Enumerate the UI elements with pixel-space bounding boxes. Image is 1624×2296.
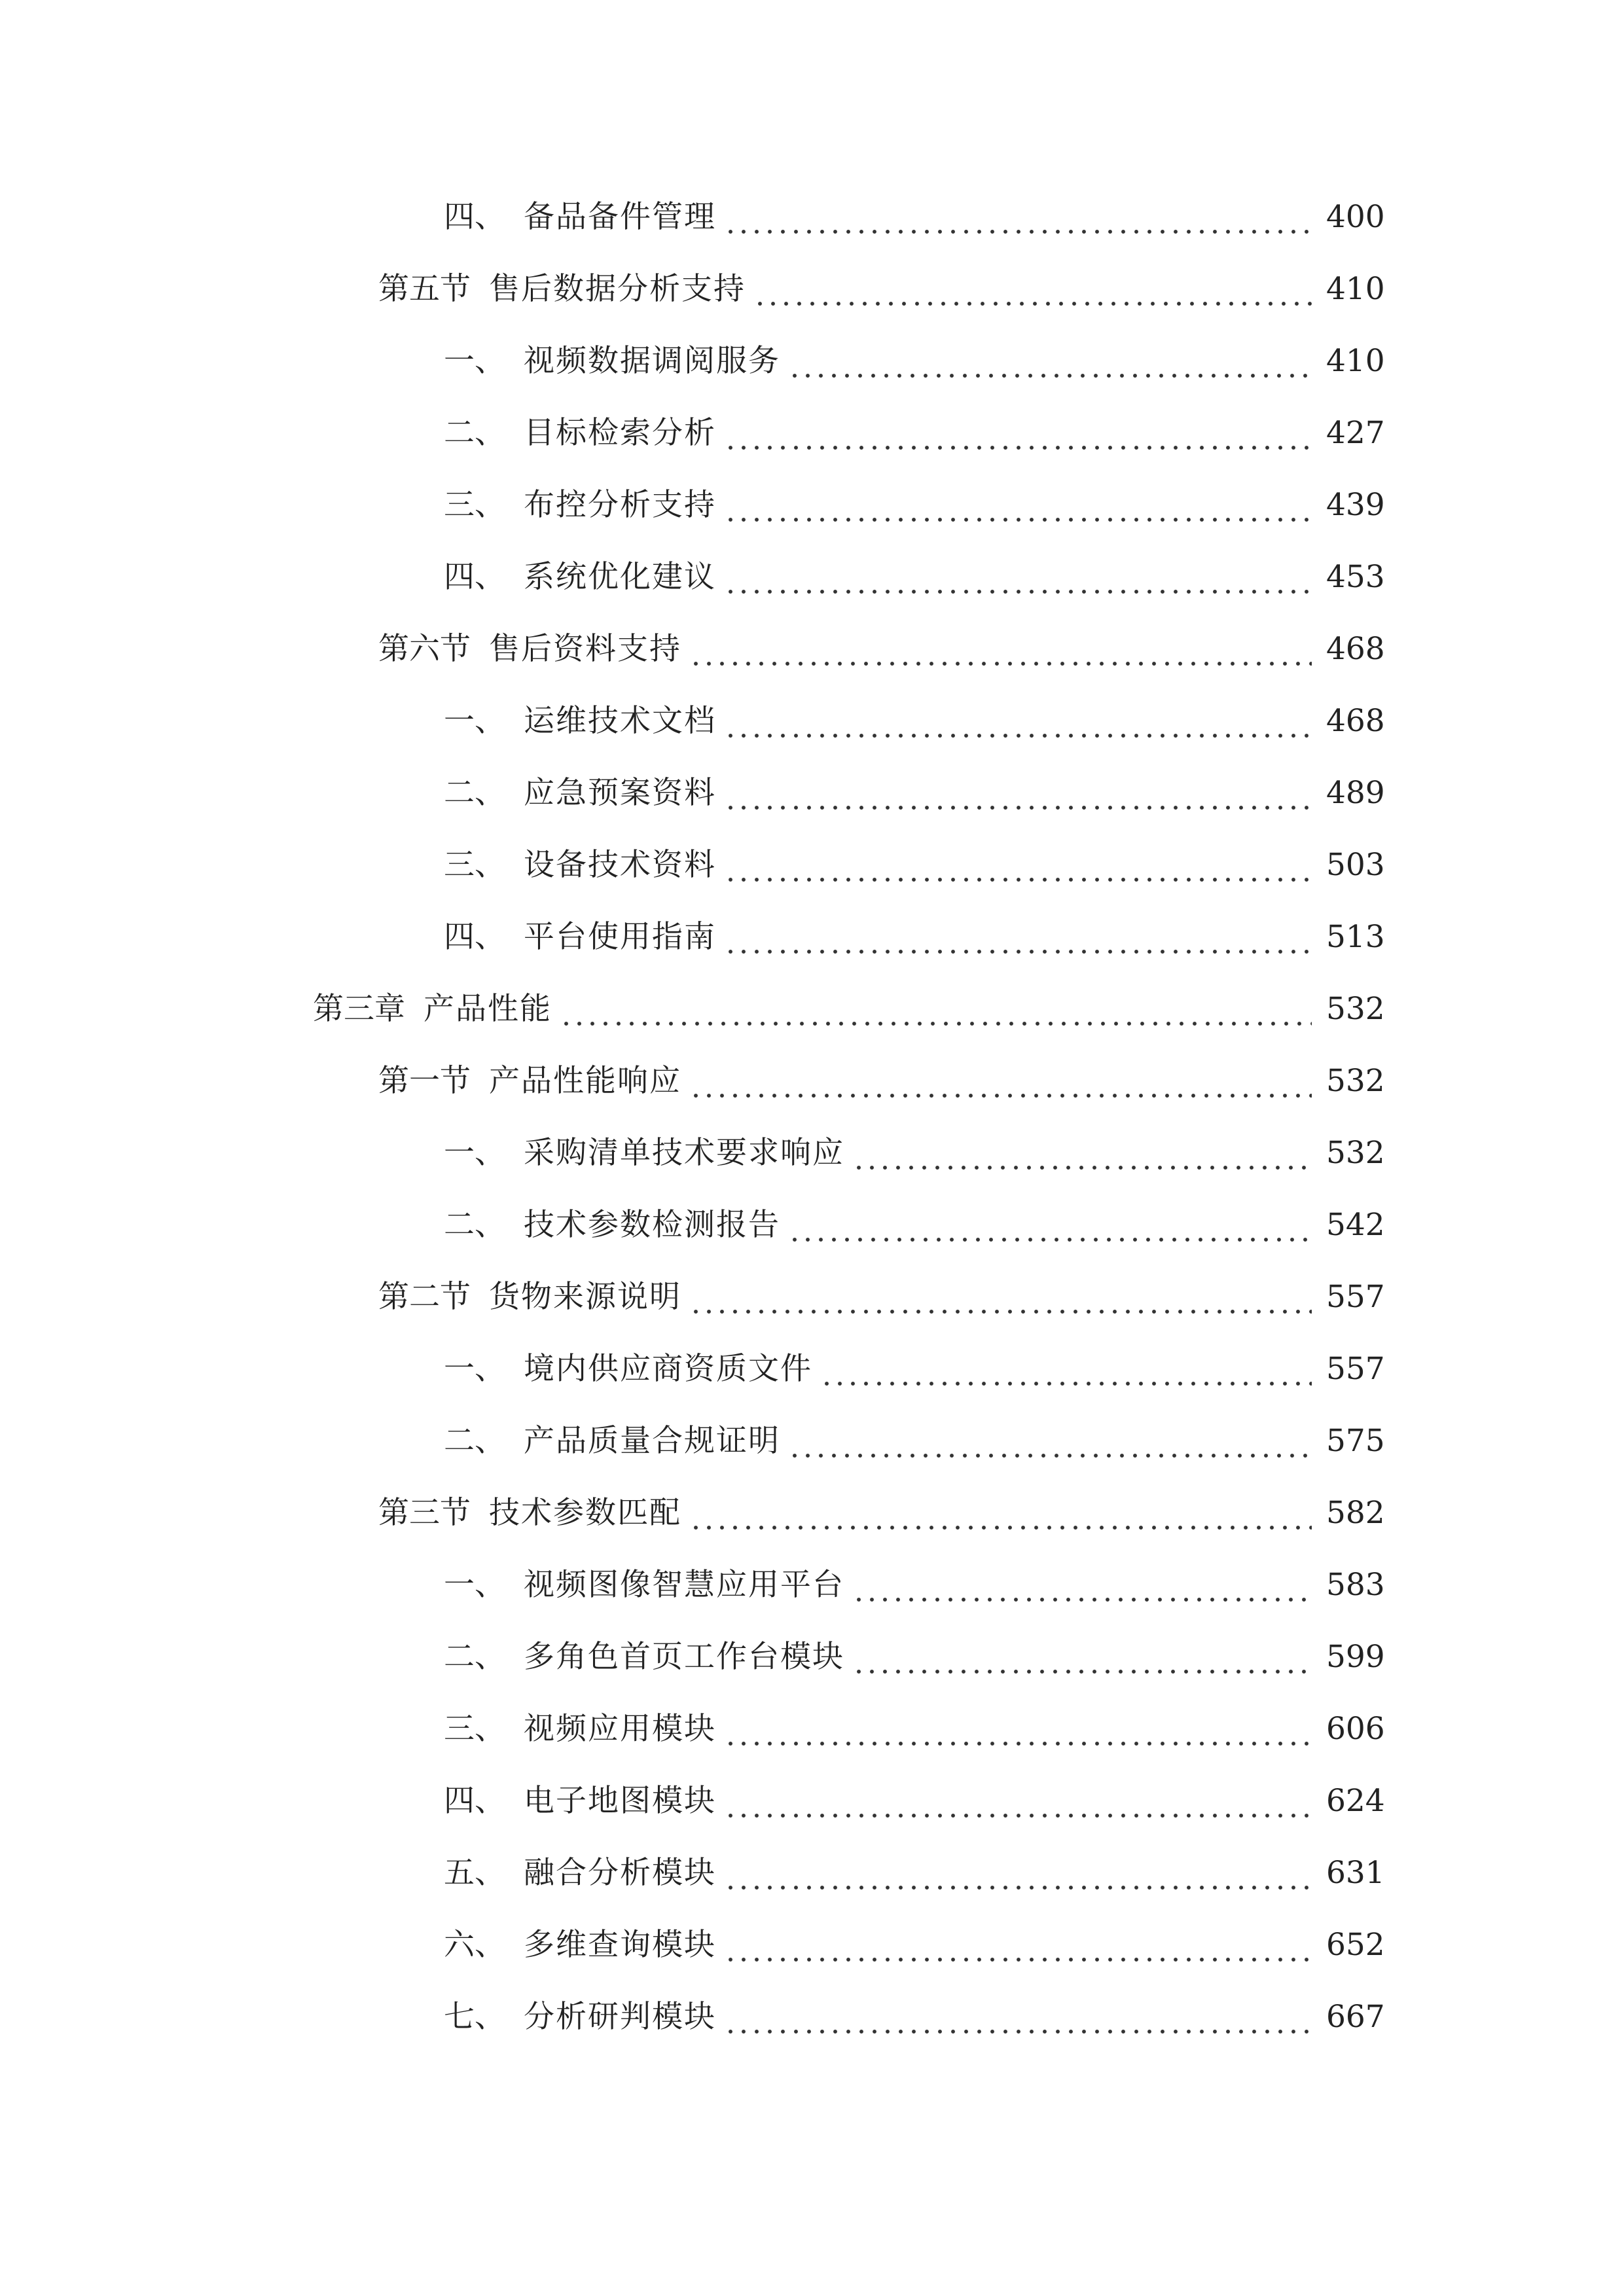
toc-entry-page: 606	[1326, 1711, 1385, 1747]
toc-entry[interactable]	[444, 551, 1385, 603]
dot-leader	[724, 407, 1312, 459]
toc-entry[interactable]	[444, 191, 1385, 243]
dot-leader	[689, 623, 1312, 675]
toc-entry-page: 599	[1326, 1639, 1385, 1675]
toc-entry-page: 667	[1326, 1999, 1385, 2035]
toc-entry[interactable]	[378, 623, 1385, 675]
dot-leader	[753, 263, 1312, 315]
toc-entry-number: 二、	[444, 415, 505, 451]
toc-entry[interactable]	[444, 1415, 1385, 1467]
toc-entry-number: 四、	[444, 919, 505, 955]
dot-leader	[724, 1847, 1312, 1899]
toc-entry-number: 六、	[444, 1927, 505, 1963]
toc-entry-title: 视频数据调阅服务	[524, 343, 780, 379]
toc-entry-number: 二、	[444, 1423, 505, 1459]
toc-entry-page: 652	[1326, 1927, 1385, 1963]
toc-entry[interactable]	[378, 1271, 1385, 1323]
toc-entry-title: 融合分析模块	[524, 1855, 716, 1891]
toc-entry-number: 第一节	[378, 1063, 471, 1099]
toc-entry-number: 二、	[444, 1639, 505, 1675]
toc-entry-number: 一、	[444, 343, 505, 379]
toc-entry-number: 二、	[444, 775, 505, 811]
toc-entry-page: 542	[1326, 1207, 1385, 1243]
toc-entry-page: 575	[1326, 1423, 1385, 1459]
toc-entry-page: 513	[1326, 919, 1385, 955]
toc-entry-title: 技术参数检测报告	[524, 1207, 780, 1243]
toc-entry-number: 四、	[444, 1783, 505, 1819]
toc-entry-number: 一、	[444, 703, 505, 739]
toc-entry-page: 468	[1326, 703, 1385, 739]
toc-entry-number: 一、	[444, 1567, 505, 1603]
dot-leader	[724, 767, 1312, 819]
toc-entry-number: 第六节	[378, 631, 471, 667]
toc-entry-page: 400	[1326, 199, 1385, 235]
toc-entry-title: 售后资料支持	[489, 631, 681, 667]
toc-entry[interactable]	[313, 983, 1385, 1035]
dot-leader	[724, 479, 1312, 531]
toc-entry-page: 557	[1326, 1279, 1385, 1315]
toc-entry[interactable]	[444, 1559, 1385, 1611]
toc-entry[interactable]	[378, 1487, 1385, 1539]
dot-leader	[788, 1199, 1312, 1251]
toc-entry-title: 多维查询模块	[524, 1927, 716, 1963]
toc-entry-title: 分析研判模块	[524, 1999, 716, 2035]
dot-leader	[724, 695, 1312, 747]
toc-entry-number: 二、	[444, 1207, 505, 1243]
toc-entry-title: 产品性能响应	[489, 1063, 681, 1099]
toc-entry-number: 三、	[444, 847, 505, 883]
toc-entry-page: 468	[1326, 631, 1385, 667]
toc-entry[interactable]	[444, 767, 1385, 819]
toc-entry-number: 三、	[444, 1711, 505, 1747]
toc-entry[interactable]	[444, 1775, 1385, 1827]
toc-entry-number: 第三章	[313, 991, 405, 1027]
toc-entry-title: 系统优化建议	[524, 559, 716, 595]
dot-leader	[560, 983, 1312, 1035]
toc-entry[interactable]	[444, 1127, 1385, 1179]
toc-entry-number: 五、	[444, 1855, 505, 1891]
dot-leader	[724, 1703, 1312, 1755]
toc-entry-page: 532	[1326, 1135, 1385, 1171]
toc-entry-title: 产品性能	[424, 991, 552, 1027]
toc-entry-number: 第五节	[378, 271, 471, 307]
toc-entry[interactable]	[444, 839, 1385, 891]
dot-leader	[689, 1271, 1312, 1323]
toc-entry-page: 532	[1326, 991, 1385, 1027]
toc-entry-title: 运维技术文档	[524, 703, 716, 739]
toc-entry[interactable]	[378, 1055, 1385, 1107]
toc-entry[interactable]	[444, 695, 1385, 747]
toc-entry-page: 583	[1326, 1567, 1385, 1603]
toc-entry[interactable]	[444, 335, 1385, 387]
toc-entry[interactable]	[444, 407, 1385, 459]
dot-leader	[788, 335, 1312, 387]
toc-entry-title: 设备技术资料	[524, 847, 716, 883]
dot-leader	[724, 191, 1312, 243]
toc-entry-title: 电子地图模块	[524, 1783, 716, 1819]
toc-entry-page: 410	[1326, 343, 1385, 379]
toc-entry-title: 技术参数匹配	[489, 1495, 681, 1531]
toc-entry[interactable]	[444, 1847, 1385, 1899]
toc-entry-number: 一、	[444, 1351, 505, 1387]
toc-entry-page: 582	[1326, 1495, 1385, 1531]
toc-entry-number: 第二节	[378, 1279, 471, 1315]
toc-entry-title: 售后数据分析支持	[489, 271, 746, 307]
dot-leader	[788, 1415, 1312, 1467]
dot-leader	[820, 1343, 1312, 1395]
dot-leader	[689, 1487, 1312, 1539]
dot-leader	[852, 1631, 1312, 1683]
toc-entry-page: 489	[1326, 775, 1385, 811]
toc-entry[interactable]	[444, 479, 1385, 531]
dot-leader	[724, 1991, 1312, 2043]
toc-entry-page: 439	[1326, 487, 1385, 523]
toc-entry-title: 多角色首页工作台模块	[524, 1639, 844, 1675]
toc-entry[interactable]	[444, 911, 1385, 963]
toc-entry-number: 三、	[444, 487, 505, 523]
toc-entry-title: 采购清单技术要求响应	[524, 1135, 844, 1171]
dot-leader	[852, 1127, 1312, 1179]
dot-leader	[724, 911, 1312, 963]
dot-leader	[724, 1775, 1312, 1827]
toc-entry-page: 410	[1326, 271, 1385, 307]
toc-entry-number: 四、	[444, 199, 505, 235]
dot-leader	[724, 1919, 1312, 1971]
toc-entry[interactable]	[444, 1991, 1385, 2043]
toc-entry-title: 视频应用模块	[524, 1711, 716, 1747]
toc-entry[interactable]	[444, 1631, 1385, 1683]
toc-entry-title: 产品质量合规证明	[524, 1423, 780, 1459]
toc-entry[interactable]	[378, 263, 1385, 315]
toc-entry-title: 境内供应商资质文件	[524, 1351, 812, 1387]
toc-entry-page: 453	[1326, 559, 1385, 595]
toc-entry-title: 布控分析支持	[524, 487, 716, 523]
toc-entry[interactable]	[444, 1199, 1385, 1251]
toc-entry[interactable]	[444, 1919, 1385, 1971]
toc-entry-page: 532	[1326, 1063, 1385, 1099]
toc-entry[interactable]	[444, 1703, 1385, 1755]
toc-entry-number: 七、	[444, 1999, 505, 2035]
toc-entry-title: 目标检索分析	[524, 415, 716, 451]
dot-leader	[689, 1055, 1312, 1107]
toc-entry-number: 四、	[444, 559, 505, 595]
toc-entry-page: 427	[1326, 415, 1385, 451]
toc-entry-page: 631	[1326, 1855, 1385, 1891]
toc-entry-number: 一、	[444, 1135, 505, 1171]
dot-leader	[724, 551, 1312, 603]
toc-entry-title: 应急预案资料	[524, 775, 716, 811]
toc-entry-page: 624	[1326, 1783, 1385, 1819]
toc-entry[interactable]	[444, 1343, 1385, 1395]
toc-entry-page: 557	[1326, 1351, 1385, 1387]
toc-entry-title: 视频图像智慧应用平台	[524, 1567, 844, 1603]
toc-entry-title: 平台使用指南	[524, 919, 716, 955]
toc-entry-title: 货物来源说明	[489, 1279, 681, 1315]
toc-entry-number: 第三节	[378, 1495, 471, 1531]
dot-leader	[852, 1559, 1312, 1611]
toc-entry-page: 503	[1326, 847, 1385, 883]
dot-leader	[724, 839, 1312, 891]
toc-entry-title: 备品备件管理	[524, 199, 716, 235]
